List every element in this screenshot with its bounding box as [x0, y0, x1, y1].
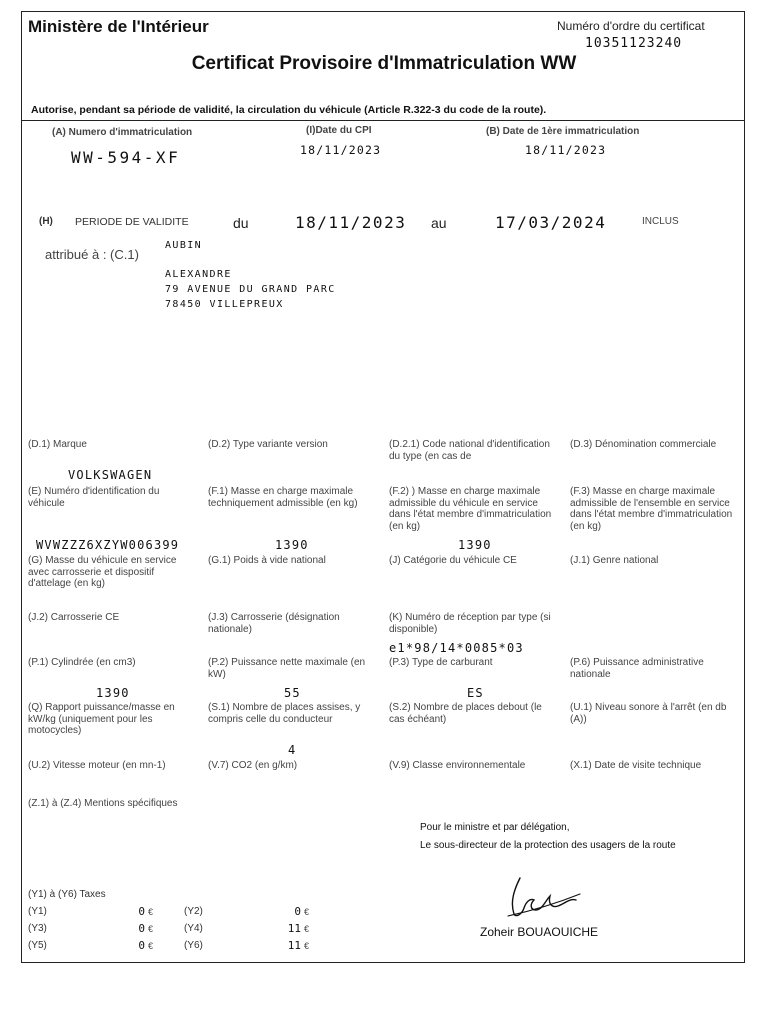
holder-address-city: 78450 VILLEPREUX [165, 299, 284, 310]
header-divider [22, 120, 744, 121]
field-f1-value: 1390 [275, 538, 309, 552]
field-d1-value: VOLKSWAGEN [68, 468, 153, 482]
signatory-name: Zoheir BOUAOUICHE [480, 925, 599, 939]
tax-y3-currency: € [148, 924, 154, 934]
tax-y1-value: 0 [138, 905, 145, 918]
tax-y6-currency: € [304, 941, 310, 951]
field-s2-label: (S.2) Nombre de places debout (le cas échéant) [389, 702, 542, 725]
field-p6-label: (P.6) Puissance administrative nationale [570, 657, 704, 680]
tax-y1-label: (Y1) [28, 906, 47, 917]
authorization-subtitle: Autorise, pendant sa période de validité, la circulation du véhicule (Article R.322-3 du code de la route). [31, 104, 547, 116]
field-b-label: (B) Date de 1ère immatriculation [486, 126, 640, 137]
field-k-label: (K) Numéro de réception par type (si disponible) [389, 612, 551, 635]
field-u1-label: (U.1) Niveau sonore à l'arrêt (en db (A)) [570, 702, 727, 725]
order-number: 10351123240 [585, 36, 683, 51]
signature-role: Le sous-directeur de la protection des usagers de la route [420, 840, 676, 851]
field-h-label: (H) [39, 216, 53, 227]
tax-y5-label: (Y5) [28, 940, 47, 951]
field-p3-label: (P.3) Type de carburant [389, 657, 493, 668]
field-p1-label: (P.1) Cylindrée (en cm3) [28, 657, 136, 668]
tax-y5-currency: € [148, 941, 154, 951]
tax-y2-label: (Y2) [184, 906, 203, 917]
ministry-title: Ministère de l'Intérieur [28, 17, 209, 36]
tax-y3-label: (Y3) [28, 923, 47, 934]
holder-surname: AUBIN [165, 240, 203, 251]
field-d1-label: (D.1) Marque [28, 439, 87, 450]
field-i-value: 18/11/2023 [300, 143, 382, 157]
signature-delegation: Pour le ministre et par délégation, [420, 822, 570, 833]
field-g-label: (G) Masse du véhicule en service avec carrosserie et dispositif d'attelage (en kg) [28, 555, 177, 589]
validity-du: du [233, 215, 249, 231]
field-u2-label: (U.2) Vitesse moteur (en mn-1) [28, 760, 166, 771]
validity-period-label: PERIODE DE VALIDITE [75, 216, 189, 228]
signature-image [500, 870, 584, 924]
field-a-value: WW-594-XF [71, 148, 181, 167]
field-x1-label: (X.1) Date de visite technique [570, 760, 702, 771]
field-f1-label: (F.1) Masse en charge maximale techniquement admissible (en kg) [208, 486, 358, 509]
field-a-label: (A) Numero d'immatriculation [52, 127, 193, 138]
tax-y1-currency: € [148, 907, 154, 917]
field-j-label: (J) Catégorie du véhicule CE [389, 555, 517, 566]
tax-y3-value: 0 [138, 922, 145, 935]
validity-au: au [431, 215, 447, 231]
field-j2-label: (J.2) Carrosserie CE [28, 612, 120, 623]
field-d21-label: (D.2.1) Code national d'identification du type (en cas de [389, 439, 550, 462]
field-e-label: (E) Numéro d'identification du véhicule [28, 486, 160, 509]
field-p2-label: (P.2) Puissance nette maximale (en kW) [208, 657, 366, 680]
validity-to-date: 17/03/2024 [495, 213, 607, 232]
field-s1-label: (S.1) Nombre de places assises, y compris celle du conducteur [208, 702, 361, 725]
tax-y5-value: 0 [138, 939, 145, 952]
tax-y4-value: 11 [287, 922, 301, 935]
holder-address-street: 79 AVENUE DU GRAND PARC [165, 284, 336, 295]
certificate-document [21, 11, 745, 963]
field-k-value: e1*98/14*0085*03 [389, 641, 524, 655]
field-s1-value: 4 [288, 743, 297, 757]
validity-from-date: 18/11/2023 [295, 213, 407, 232]
tax-y2-currency: € [304, 907, 310, 917]
field-p1-value: 1390 [96, 686, 130, 700]
holder-label: attribué à : (C.1) [45, 247, 139, 262]
field-b-value: 18/11/2023 [525, 143, 607, 157]
field-e-value: WVWZZZ6XZYW006399 [36, 538, 180, 552]
field-f3-label: (F.3) Masse en charge maximale admissible de l'ensemble en service dans l'état membre d'immatriculation (en kg) [570, 486, 733, 532]
field-v7-label: (V.7) CO2 (en g/km) [208, 760, 298, 771]
field-q-label: (Q) Rapport puissance/masse en kW/kg (uniquement pour les motocycles) [28, 702, 175, 736]
tax-y4-label: (Y4) [184, 923, 203, 934]
tax-y2-value: 0 [294, 905, 301, 918]
field-d3-label: (D.3) Dénomination commerciale [570, 439, 717, 450]
field-j3-label: (J.3) Carrosserie (désignation nationale) [208, 612, 340, 635]
field-p2-value: 55 [284, 686, 301, 700]
field-p3-value: ES [467, 686, 484, 700]
certificate-title: Certificat Provisoire d'Immatriculation WW [191, 53, 577, 74]
field-v9-label: (V.9) Classe environnementale [389, 760, 526, 771]
taxes-title: (Y1) à (Y6) Taxes [28, 889, 106, 900]
validity-inclus: INCLUS [642, 216, 679, 227]
field-f2-value: 1390 [458, 538, 492, 552]
field-j1-label: (J.1) Genre national [570, 555, 659, 566]
field-d2-label: (D.2) Type variante version [208, 439, 328, 450]
tax-y4-currency: € [304, 924, 310, 934]
tax-y6-value: 11 [287, 939, 301, 952]
order-number-label: Numéro d'ordre du certificat [557, 19, 705, 33]
field-i-label: (I)Date du CPI [306, 125, 372, 136]
tax-y6-label: (Y6) [184, 940, 203, 951]
field-g1-label: (G.1) Poids à vide national [208, 555, 326, 566]
holder-firstname: ALEXANDRE [165, 269, 232, 280]
field-f2-label: (F.2) ) Masse en charge maximale admissible du véhicule en service dans l'état membre d'immatriculation (en kg) [389, 486, 552, 532]
field-z-label: (Z.1) à (Z.4) Mentions spécifiques [28, 798, 178, 809]
